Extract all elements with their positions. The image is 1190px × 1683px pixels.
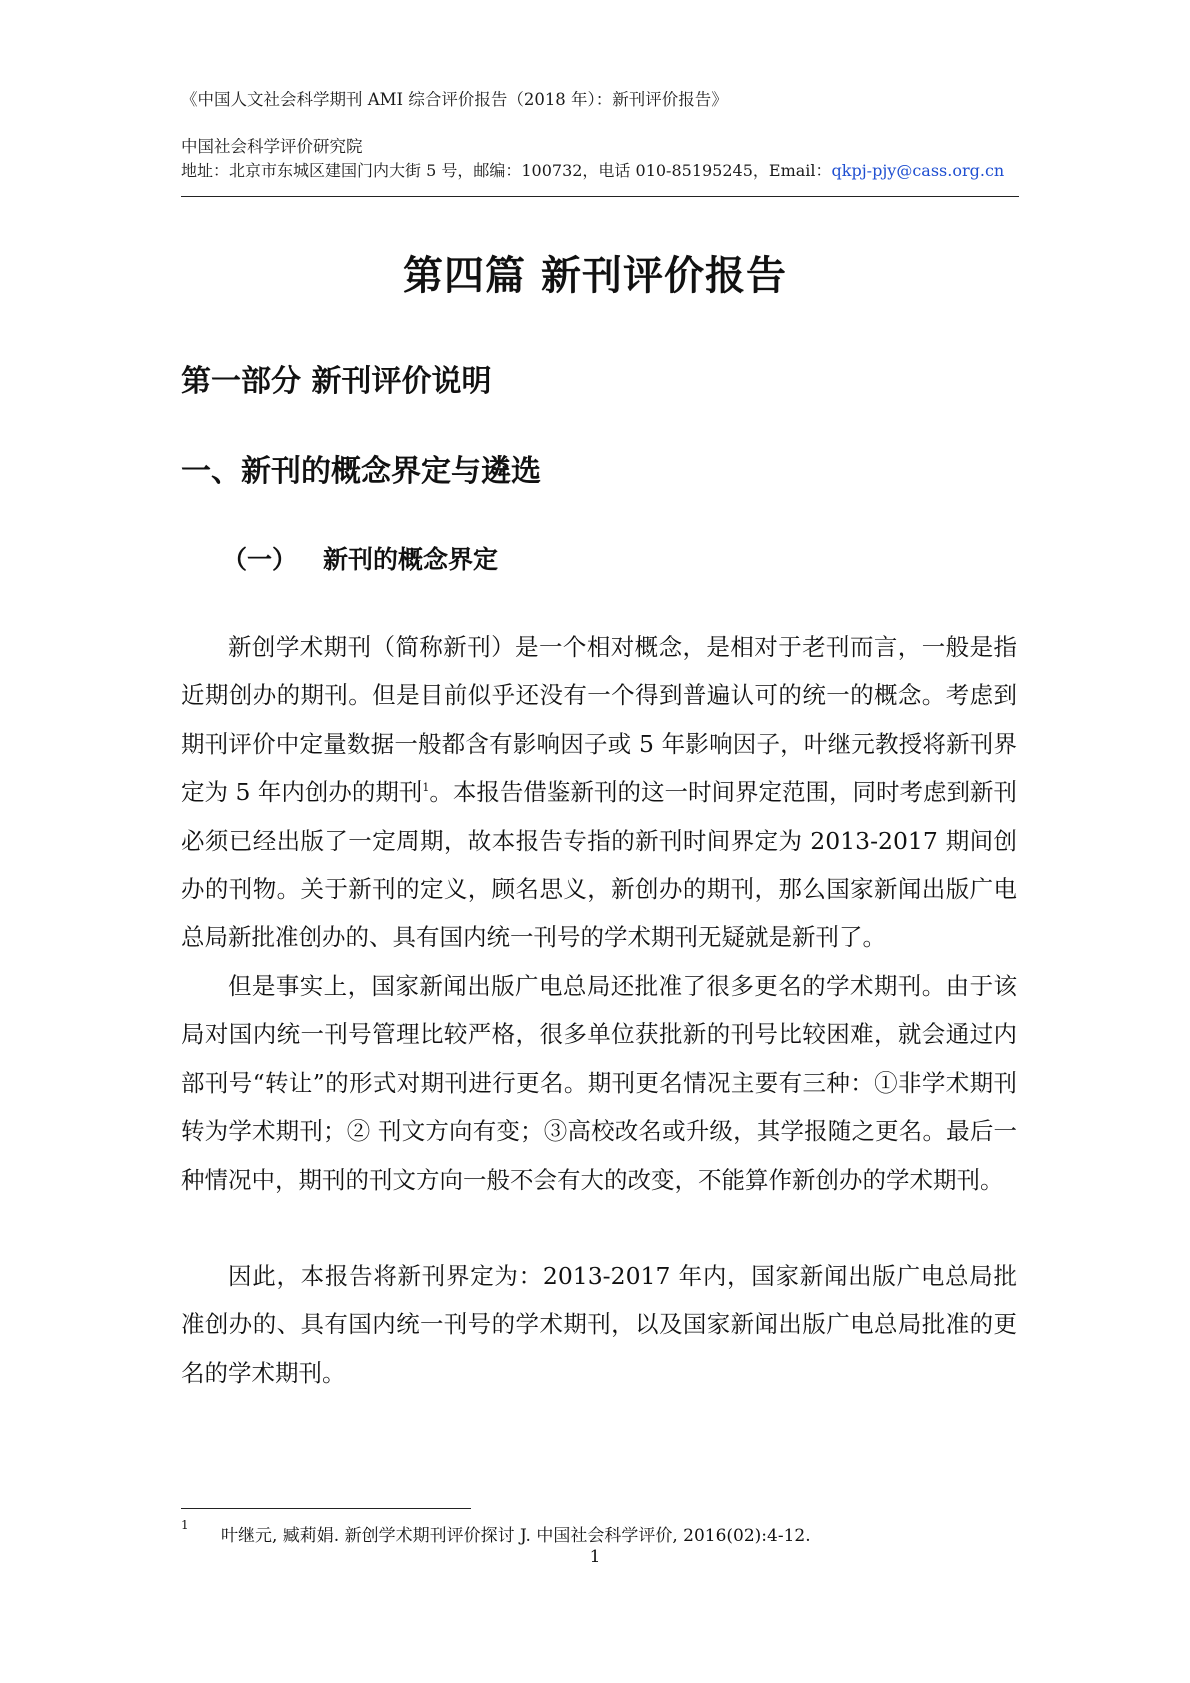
subsection-number: （一） — [222, 545, 298, 574]
paragraph-definition — [181, 623, 1017, 962]
footnote-text: 叶继元, 臧莉娟. 新创学术期刊评价探讨 J. 中国社会科学评价, 2016(02):4-12. — [221, 1526, 811, 1546]
footnote-mark: 1 — [181, 1518, 189, 1532]
header-institution: 中国社会科学评价研究院 — [181, 137, 363, 156]
paragraph-definition-text-a: 新创学术期刊（简称新刊）是一个相对概念，是相对于老刊而言，一般是指近期创办的期刊。但是目前似乎还没有一个得到普遍认可的统一的概念。考虑到期刊评价中定量数据一般都含有影响因子或 5 年影响因子，叶继元教授将新刊界定为 5 年内创办的期刊 — [181, 633, 1017, 807]
paragraph-conclusion: 因此，本报告将新刊界定为：2013-2017 年内，国家新闻出版广电总局批准创办的、具有国内统一刊号的学术期刊，以及国家新闻出版广电总局批准的更名的学术期刊。 — [181, 1262, 1017, 1387]
part-title: 第一部分 新刊评价说明 — [181, 364, 492, 399]
subsection-title-text: 新刊的概念界定 — [323, 545, 499, 574]
header-email-link[interactable]: qkpj-pjy@cass.org.cn — [831, 161, 1005, 180]
header-divider — [181, 196, 1019, 197]
document-title: 第四篇 新刊评价报告 — [403, 252, 787, 299]
paragraph-renamed-journals: 但是事实上，国家新闻出版广电总局还批准了很多更名的学术期刊。由于该局对国内统一刊号管理比较严格，很多单位获批新的刊号比较困难，就会通过内部刊号“转让”的形式对期刊进行更名。期刊更名情况主要有三种：①非学术期刊转为学术期刊；② 刊文方向有变；③高校改名或升级，其学报随之更名。最后一种情况中，期刊的刊文方向一般不会有大的改变，不能算作新创办的学术期刊。 — [181, 972, 1017, 1194]
footnote-divider — [181, 1508, 471, 1509]
running-header-title: 《中国人文社会科学期刊 AMI 综合评价报告（2018 年）：新刊评价报告》 — [181, 90, 728, 109]
paragraph-definition-text-b: 。本报告借鉴新刊的这一时间界定范围，同时考虑到新刊必须已经出版了一定周期，故本报告专指的新刊时间界定为 2013-2017 期间创办的刊物。关于新刊的定义，顾名思义，新创办的期刊，那么国家新闻出版广电总局新批准创办的、具有国内统一刊号的学术期刊无疑就是新刊了。 — [181, 778, 1017, 952]
subsection-title — [222, 540, 498, 576]
header-address — [181, 158, 1019, 181]
header-address-text: 地址：北京市东城区建国门内大街 5 号，邮编：100732，电话 010-85195245，Email： — [181, 161, 832, 180]
section-title: 一、新刊的概念界定与遴选 — [181, 454, 541, 489]
footnote-reference[interactable]: 1 — [422, 781, 430, 795]
page-number: 1 — [589, 1547, 601, 1567]
